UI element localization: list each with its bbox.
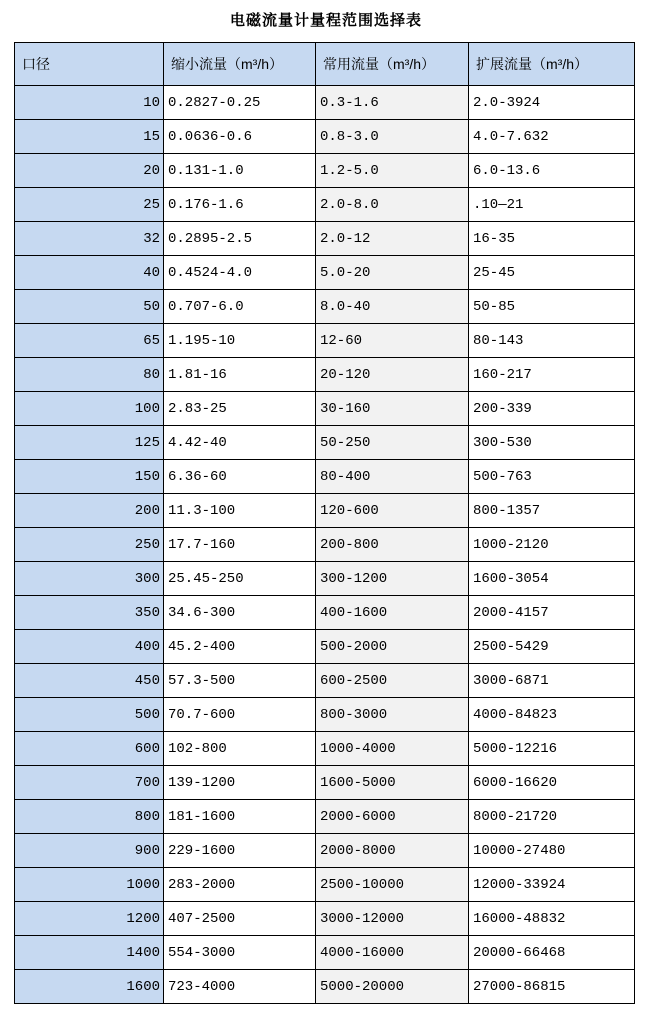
table-row <box>15 86 635 120</box>
common-flow-cell: 20-120 <box>316 358 469 392</box>
reduced-flow-cell: 0.2895-2.5 <box>164 222 316 256</box>
reduced-flow-cell: 407-2500 <box>164 902 316 936</box>
extended-flow-cell: .10—21 <box>469 188 635 222</box>
table-row <box>15 290 635 324</box>
col-header-diameter: 口径 <box>15 43 164 86</box>
reduced-flow-cell: 723-4000 <box>164 970 316 1004</box>
table-row <box>15 188 635 222</box>
page-title: 电磁流量计量程范围选择表 <box>229 12 422 29</box>
common-flow-cell: 50-250 <box>316 426 469 460</box>
extended-flow-cell: 6.0-13.6 <box>469 154 635 188</box>
common-flow-cell: 1.2-5.0 <box>316 154 469 188</box>
extended-flow-cell: 300-530 <box>469 426 635 460</box>
diameter-cell: 40 <box>15 256 164 290</box>
reduced-flow-cell: 4.42-40 <box>164 426 316 460</box>
diameter-cell: 1000 <box>15 868 164 902</box>
diameter-cell: 450 <box>15 664 164 698</box>
flow-range-table <box>14 42 635 1004</box>
diameter-cell: 80 <box>15 358 164 392</box>
diameter-cell: 700 <box>15 766 164 800</box>
extended-flow-cell: 20000-66468 <box>469 936 635 970</box>
reduced-flow-cell: 1.195-10 <box>164 324 316 358</box>
common-flow-cell: 8.0-40 <box>316 290 469 324</box>
reduced-flow-cell: 0.707-6.0 <box>164 290 316 324</box>
table-row <box>15 256 635 290</box>
diameter-cell: 50 <box>15 290 164 324</box>
common-flow-cell: 30-160 <box>316 392 469 426</box>
extended-flow-cell: 800-1357 <box>469 494 635 528</box>
table-row <box>15 222 635 256</box>
common-flow-cell: 2500-10000 <box>316 868 469 902</box>
col-header-extended-flow: 扩展流量（m³/h） <box>469 43 635 86</box>
extended-flow-cell: 5000-12216 <box>469 732 635 766</box>
extended-flow-cell: 200-339 <box>469 392 635 426</box>
diameter-cell: 200 <box>15 494 164 528</box>
common-flow-cell: 0.3-1.6 <box>316 86 469 120</box>
diameter-cell: 600 <box>15 732 164 766</box>
common-flow-cell: 300-1200 <box>316 562 469 596</box>
common-flow-cell: 4000-16000 <box>316 936 469 970</box>
reduced-flow-cell: 34.6-300 <box>164 596 316 630</box>
diameter-cell: 300 <box>15 562 164 596</box>
reduced-flow-cell: 57.3-500 <box>164 664 316 698</box>
extended-flow-cell: 16000-48832 <box>469 902 635 936</box>
extended-flow-cell: 16-35 <box>469 222 635 256</box>
extended-flow-cell: 80-143 <box>469 324 635 358</box>
diameter-cell: 800 <box>15 800 164 834</box>
header-row <box>15 43 635 86</box>
extended-flow-cell: 6000-16620 <box>469 766 635 800</box>
table-row <box>15 732 635 766</box>
table-row <box>15 154 635 188</box>
diameter-cell: 1400 <box>15 936 164 970</box>
extended-flow-cell: 1000-2120 <box>469 528 635 562</box>
common-flow-cell: 1600-5000 <box>316 766 469 800</box>
diameter-cell: 150 <box>15 460 164 494</box>
extended-flow-cell: 4000-84823 <box>469 698 635 732</box>
table-row <box>15 698 635 732</box>
extended-flow-cell: 1600-3054 <box>469 562 635 596</box>
diameter-cell: 15 <box>15 120 164 154</box>
diameter-cell: 65 <box>15 324 164 358</box>
diameter-cell: 125 <box>15 426 164 460</box>
table-row <box>15 800 635 834</box>
common-flow-cell: 2000-6000 <box>316 800 469 834</box>
reduced-flow-cell: 25.45-250 <box>164 562 316 596</box>
table-row <box>15 324 635 358</box>
common-flow-cell: 12-60 <box>316 324 469 358</box>
reduced-flow-cell: 6.36-60 <box>164 460 316 494</box>
diameter-cell: 20 <box>15 154 164 188</box>
reduced-flow-cell: 0.4524-4.0 <box>164 256 316 290</box>
diameter-cell: 1600 <box>15 970 164 1004</box>
extended-flow-cell: 2.0-3924 <box>469 86 635 120</box>
reduced-flow-cell: 102-800 <box>164 732 316 766</box>
table-row <box>15 834 635 868</box>
common-flow-cell: 500-2000 <box>316 630 469 664</box>
common-flow-cell: 80-400 <box>316 460 469 494</box>
table-row <box>15 970 635 1004</box>
reduced-flow-cell: 17.7-160 <box>164 528 316 562</box>
reduced-flow-cell: 554-3000 <box>164 936 316 970</box>
extended-flow-cell: 25-45 <box>469 256 635 290</box>
common-flow-cell: 0.8-3.0 <box>316 120 469 154</box>
common-flow-cell: 3000-12000 <box>316 902 469 936</box>
reduced-flow-cell: 45.2-400 <box>164 630 316 664</box>
reduced-flow-cell: 0.176-1.6 <box>164 188 316 222</box>
reduced-flow-cell: 181-1600 <box>164 800 316 834</box>
common-flow-cell: 2.0-8.0 <box>316 188 469 222</box>
common-flow-cell: 5.0-20 <box>316 256 469 290</box>
extended-flow-cell: 12000-33924 <box>469 868 635 902</box>
diameter-cell: 350 <box>15 596 164 630</box>
extended-flow-cell: 27000-86815 <box>469 970 635 1004</box>
extended-flow-cell: 4.0-7.632 <box>469 120 635 154</box>
common-flow-cell: 800-3000 <box>316 698 469 732</box>
table-row <box>15 902 635 936</box>
reduced-flow-cell: 229-1600 <box>164 834 316 868</box>
diameter-cell: 32 <box>15 222 164 256</box>
diameter-cell: 500 <box>15 698 164 732</box>
common-flow-cell: 1000-4000 <box>316 732 469 766</box>
reduced-flow-cell: 70.7-600 <box>164 698 316 732</box>
diameter-cell: 1200 <box>15 902 164 936</box>
diameter-cell: 25 <box>15 188 164 222</box>
table-row <box>15 596 635 630</box>
diameter-cell: 100 <box>15 392 164 426</box>
table-body <box>15 86 635 1004</box>
extended-flow-cell: 160-217 <box>469 358 635 392</box>
extended-flow-cell: 2500-5429 <box>469 630 635 664</box>
reduced-flow-cell: 0.2827-0.25 <box>164 86 316 120</box>
extended-flow-cell: 50-85 <box>469 290 635 324</box>
table-row <box>15 766 635 800</box>
table-row <box>15 426 635 460</box>
reduced-flow-cell: 0.131-1.0 <box>164 154 316 188</box>
diameter-cell: 10 <box>15 86 164 120</box>
common-flow-cell: 600-2500 <box>316 664 469 698</box>
reduced-flow-cell: 0.0636-0.6 <box>164 120 316 154</box>
table-row <box>15 358 635 392</box>
extended-flow-cell: 500-763 <box>469 460 635 494</box>
table-row <box>15 120 635 154</box>
common-flow-cell: 2.0-12 <box>316 222 469 256</box>
common-flow-cell: 120-600 <box>316 494 469 528</box>
table-row <box>15 392 635 426</box>
table-row <box>15 936 635 970</box>
table-row <box>15 528 635 562</box>
reduced-flow-cell: 11.3-100 <box>164 494 316 528</box>
table-row <box>15 562 635 596</box>
reduced-flow-cell: 2.83-25 <box>164 392 316 426</box>
reduced-flow-cell: 1.81-16 <box>164 358 316 392</box>
extended-flow-cell: 3000-6871 <box>469 664 635 698</box>
table-row <box>15 664 635 698</box>
table-row <box>15 630 635 664</box>
reduced-flow-cell: 139-1200 <box>164 766 316 800</box>
table-row <box>15 460 635 494</box>
col-header-common-flow: 常用流量（m³/h） <box>316 43 469 86</box>
table-row <box>15 494 635 528</box>
extended-flow-cell: 8000-21720 <box>469 800 635 834</box>
common-flow-cell: 200-800 <box>316 528 469 562</box>
reduced-flow-cell: 283-2000 <box>164 868 316 902</box>
common-flow-cell: 400-1600 <box>316 596 469 630</box>
table-row <box>15 868 635 902</box>
extended-flow-cell: 10000-27480 <box>469 834 635 868</box>
common-flow-cell: 5000-20000 <box>316 970 469 1004</box>
diameter-cell: 400 <box>15 630 164 664</box>
diameter-cell: 900 <box>15 834 164 868</box>
extended-flow-cell: 2000-4157 <box>469 596 635 630</box>
diameter-cell: 250 <box>15 528 164 562</box>
common-flow-cell: 2000-8000 <box>316 834 469 868</box>
col-header-reduced-flow: 缩小流量（m³/h） <box>164 43 316 86</box>
